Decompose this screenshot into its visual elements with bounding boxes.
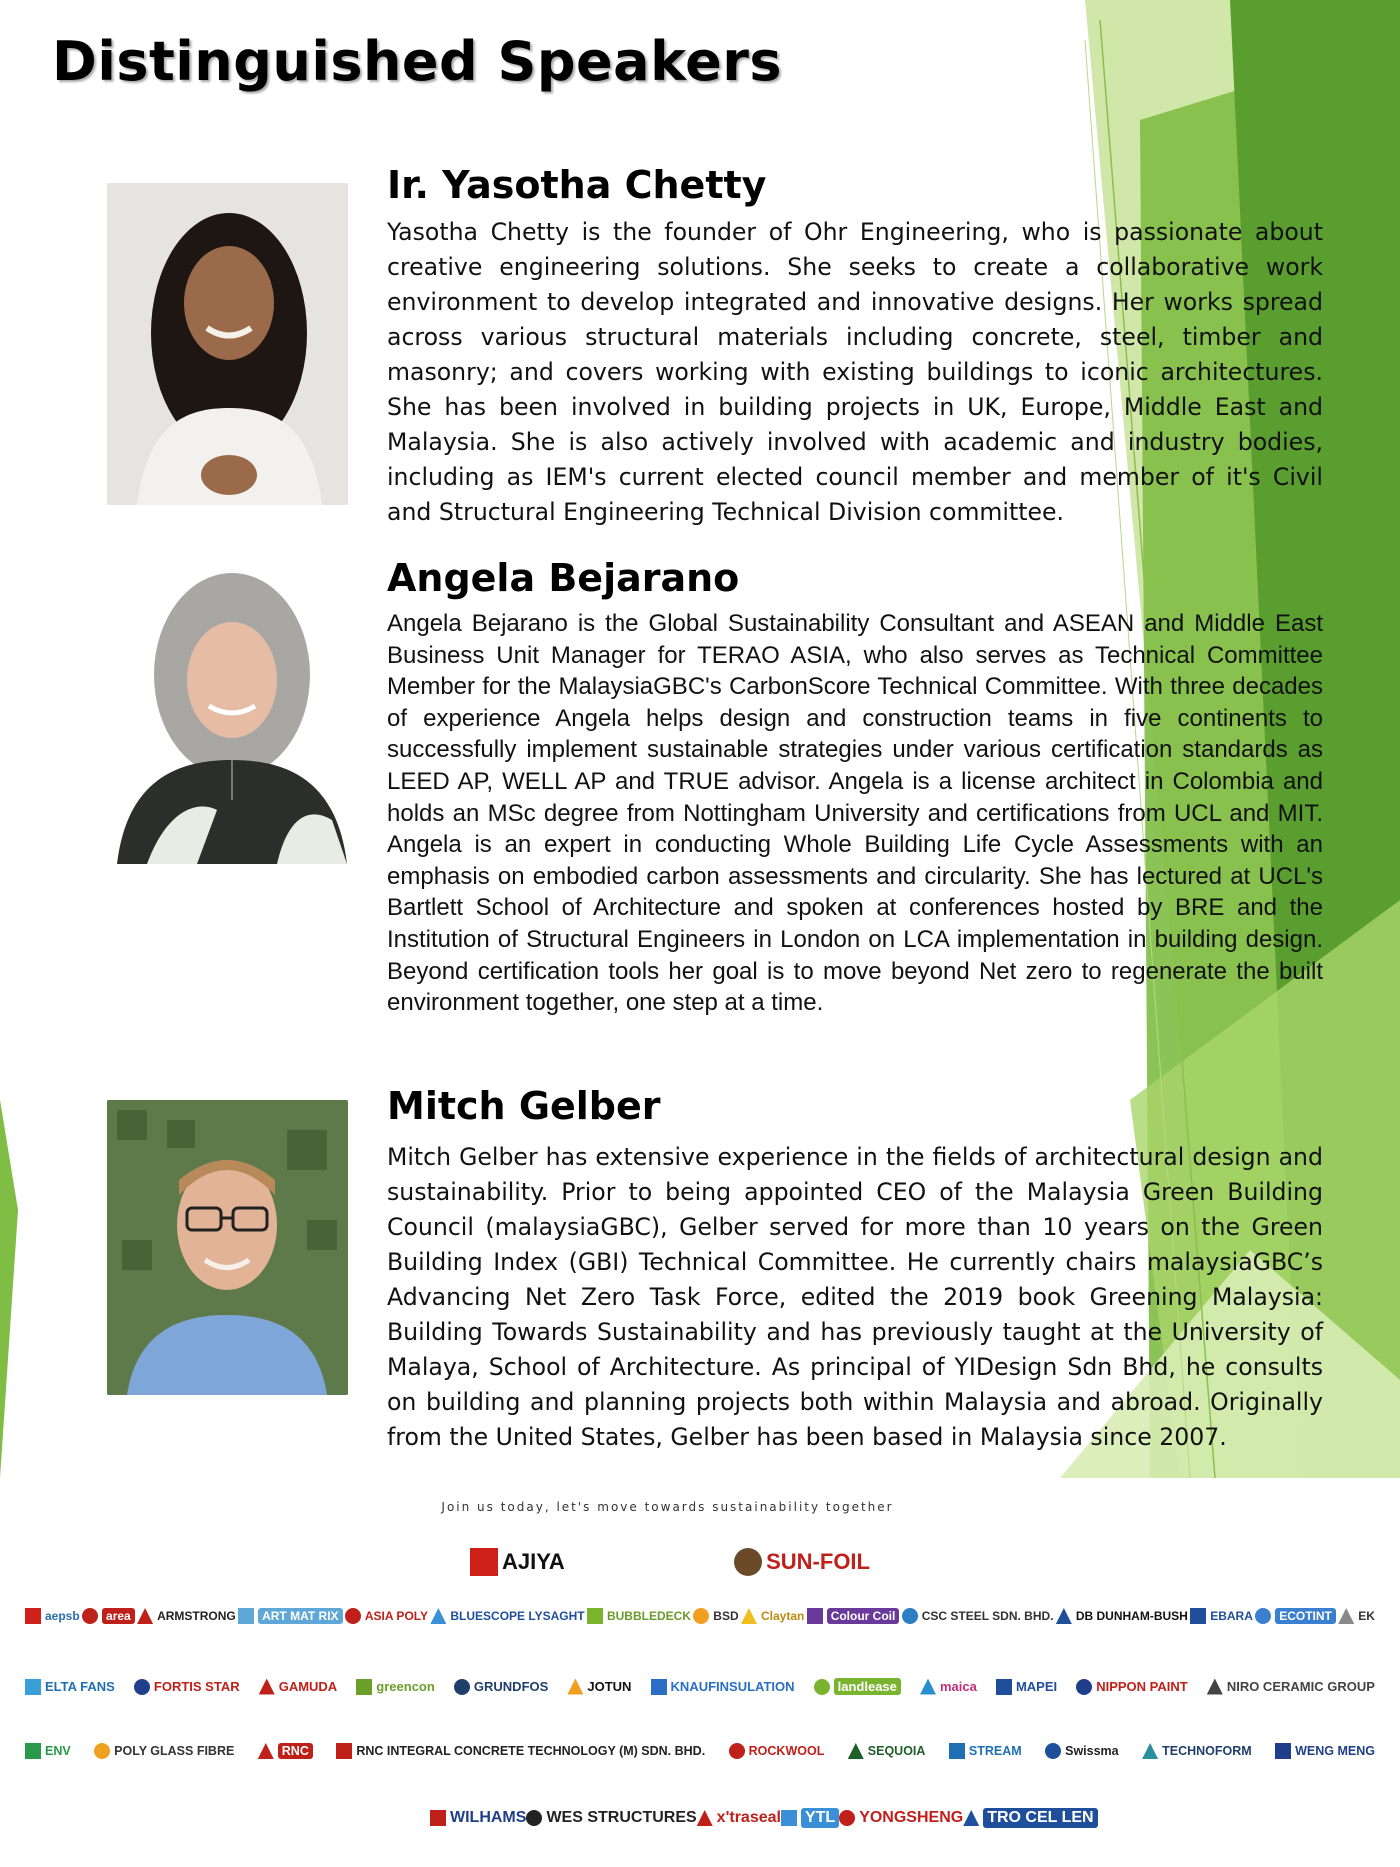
sponsor-logo-mark-icon: [729, 1743, 745, 1759]
sponsor-logo-mark-icon: [1142, 1743, 1158, 1759]
sponsor-logo-text: BUBBLEDECK: [606, 1609, 691, 1623]
sponsor-logo-text: TECHNOFORM: [1162, 1744, 1252, 1758]
sponsor-logo-mark-icon: [356, 1679, 372, 1695]
speaker-name: Mitch Gelber: [387, 1084, 661, 1128]
sponsor-logo-text: area: [102, 1608, 135, 1624]
sponsor-logo-mark-icon: [238, 1608, 254, 1624]
sponsor-logo-text: Swissma: [1065, 1744, 1119, 1758]
sponsor-logo-text: GRUNDFOS: [473, 1679, 549, 1694]
sponsor-logo-text: ASIA POLY: [364, 1609, 429, 1623]
sponsor-logo-text: landlease: [834, 1678, 901, 1695]
sponsor-logo-text: Colour Coil: [827, 1608, 900, 1624]
sponsor-logo-text: ECOTINT: [1275, 1608, 1336, 1624]
sponsor-logo-row: [25, 1608, 1375, 1624]
sponsor-logo-row: [430, 1808, 1094, 1828]
sponsor-logo: [839, 1809, 963, 1827]
sponsor-logo: [741, 1608, 804, 1624]
sponsor-logo: [587, 1608, 691, 1624]
sponsor-logo-text: NIPPON PAINT: [1096, 1679, 1188, 1694]
speaker-bio: Yasotha Chetty is the founder of Ohr Engineering, who is passionate about creative engineering solutions. She seeks to create a collaborative work environment to develop integrated and innovative designs. Her works spread across various structural materials including concrete, steel, timber and masonry; and covers working with existing buildings to iconic architectures. She has been involved in building projects in UK, Europe, Middle East and Malaysia. She is also actively involved with academic and industry bodies, including as IEM's current elected council member and member of it's Civil and Structural Engineering Technical Division committee.: [387, 218, 1323, 526]
sponsor-logo-text: YONGSHENG: [859, 1809, 964, 1826]
sponsor-logo-row: [25, 1678, 1375, 1695]
sponsor-logo-mark-icon: [526, 1810, 542, 1826]
sponsor-logo-text: TRO CEL LEN: [983, 1808, 1097, 1828]
sponsor-logo-mark-icon: [1275, 1743, 1291, 1759]
sponsor-logo-text: ENV: [45, 1744, 71, 1758]
sponsor-logo-text: DB DUNHAM-BUSH: [1075, 1609, 1188, 1623]
speaker-name: Angela Bejarano: [387, 556, 740, 600]
sponsor-logo-text: BSD: [713, 1609, 739, 1623]
sponsor-logo: [238, 1608, 342, 1624]
sponsor-logo: [526, 1809, 696, 1827]
sponsor-logo-mark-icon: [996, 1679, 1012, 1695]
sponsor-logo-text: SEQUOIA: [867, 1744, 926, 1758]
speaker-bio: Angela Bejarano is the Global Sustainability Consultant and ASEAN and Middle East Business Unit Manager for TERAO ASIA, who also serves as Technical Committee Member for the MalaysiaGBC's CarbonScore Technical Committee. With three decades of experience Angela helps design and construction teams in five continents to successfully implement sustainable strategies under various certification standards as LEED AP, WELL AP and TRUE advisor. Angela is a license architect in Colombia and holds an MSc degree from Nottingham University and certifications from UCL and MIT. Angela is an expert in conducting Whole Building Life Cycle Assessments with an emphasis on embodied carbon assessments and circularity. She has lectured at UCL's Bartlett School of Architecture and spoken at conferences hosted by BRE and the Institution of Structural Engineers in London on LCA implementation in building design. Beyond certification tools her goal is to move beyond Net zero to regenerate the built environment together, one step at a time.: [387, 610, 1323, 1017]
sponsor-logo-mark-icon: [963, 1810, 979, 1826]
sponsor-logo-mark-icon: [25, 1743, 41, 1759]
sponsor-logo: [1275, 1743, 1375, 1759]
sponsor-logo-text: FORTIS STAR: [153, 1679, 240, 1694]
sponsor-logo-text: ARMSTRONG: [157, 1609, 236, 1623]
sponsors-tagline: Join us today, let's move towards sustainability together: [441, 1500, 894, 1514]
sponsor-logo: [25, 1679, 115, 1695]
sponsor-logo-text: ELTA FANS: [45, 1679, 115, 1694]
sponsor-logo-text: POLY GLASS FIBRE: [114, 1744, 235, 1758]
sponsor-logo-mark-icon: [1338, 1608, 1354, 1624]
sponsor-logo: [814, 1678, 901, 1695]
sponsor-logo: [25, 1743, 71, 1759]
sponsor-logo-text: RNC INTEGRAL CONCRETE TECHNOLOGY (M) SDN. BHD.: [356, 1744, 706, 1758]
sponsor-logo: [345, 1608, 428, 1624]
sponsor-logo-mark-icon: [651, 1679, 667, 1695]
left-green-sliver: [0, 1100, 18, 1478]
sponsor-logo-text: EK: [1358, 1609, 1375, 1623]
speaker-bio: Mitch Gelber has extensive experience in the fields of architectural design and sustainability. Prior to being appointed CEO of the Malaysia Green Building Council (malaysiaGBC), Gelber served for more than 10 years on the Green Building Index (GBI) Technical Committee. He currently chairs malaysiaGBC’s Advancing Net Zero Task Force, edited the 2019 book Greening Malaysia: Building Towards Sustainability and has previously taught at the University of Malaya, School of Architecture. As principal of YIDesign Sdn Bhd, he consults on building and planning projects both within Malaysia and abroad. Originally from the United States, Gelber has been based in Malaysia since 2007.: [387, 1143, 1323, 1451]
sponsor-logo-text: WENG MENG: [1295, 1744, 1375, 1758]
sponsor-logo-text: ART MAT RIX: [258, 1608, 342, 1624]
speaker-photo-yasotha-chetty: [107, 183, 348, 505]
sponsor-logo-mark-icon: [137, 1608, 153, 1624]
sponsor-logo: [902, 1608, 1054, 1624]
sponsor-logo: [25, 1608, 80, 1624]
sponsor-logo: [1207, 1679, 1375, 1695]
sponsor-logo-mark-icon: [258, 1743, 274, 1759]
sponsor-logo: [134, 1679, 240, 1695]
sponsor-logo-text: NIRO CERAMIC GROUP: [1226, 1679, 1375, 1694]
sponsor-logo: [430, 1809, 526, 1827]
sponsor-logo-mark-icon: [94, 1743, 110, 1759]
sponsor-logo-mark-icon: [259, 1679, 275, 1695]
sponsor-logo: [949, 1743, 1022, 1759]
sponsor-logo-mark-icon: [1255, 1608, 1271, 1624]
sponsor-logo-mark-icon: [430, 1810, 446, 1826]
sponsor-logo-text: maica: [939, 1679, 977, 1694]
sponsor-logo-text: CSC STEEL SDN. BHD.: [921, 1609, 1054, 1623]
sponsor-logo-row: [25, 1743, 1375, 1759]
sponsor-logo: [454, 1679, 548, 1695]
sponsor-logo-mark-icon: [345, 1608, 361, 1624]
sponsor-logo: [1045, 1743, 1119, 1759]
sponsor-logo-row: [470, 1548, 870, 1576]
sponsor-logo: [430, 1608, 584, 1624]
sponsor-logo-text: x'traseal: [716, 1809, 781, 1826]
sponsor-logo: [259, 1679, 338, 1695]
sponsor-logo: [470, 1548, 565, 1576]
sponsor-logo: [336, 1743, 705, 1759]
sponsor-logo-text: aepsb: [45, 1609, 80, 1623]
sponsor-logo: [651, 1679, 795, 1695]
sponsor-logo-mark-icon: [1190, 1608, 1206, 1624]
sponsor-logo-mark-icon: [807, 1608, 823, 1624]
sponsor-logo-mark-icon: [920, 1679, 936, 1695]
sponsor-logo-text: SUN-FOIL: [766, 1549, 870, 1574]
sponsor-logo-text: WES STRUCTURES: [546, 1809, 697, 1826]
sponsor-logo-text: ROCKWOOL: [748, 1744, 825, 1758]
sponsor-logo: [1056, 1608, 1188, 1624]
sponsor-logo-text: EBARA: [1210, 1609, 1253, 1623]
sponsor-logo: [567, 1679, 631, 1695]
sponsor-logo-mark-icon: [1045, 1743, 1061, 1759]
sponsor-logo-text: greencon: [376, 1679, 435, 1694]
sponsor-logo: [258, 1743, 313, 1759]
sponsor-logo: [94, 1743, 234, 1759]
sponsor-logo: [963, 1808, 1097, 1828]
sponsor-logo-mark-icon: [430, 1608, 446, 1624]
sponsor-logo-mark-icon: [1056, 1608, 1072, 1624]
sponsor-logo: [1190, 1608, 1253, 1624]
sponsor-logo: [697, 1809, 781, 1827]
page-title: Distinguished Speakers: [52, 30, 782, 93]
sponsor-logo: [996, 1679, 1057, 1695]
speaker-photo-angela-bejarano: [107, 560, 348, 864]
sponsor-logo-mark-icon: [1207, 1679, 1223, 1695]
sponsor-logo: [356, 1679, 435, 1695]
sponsor-logo: [693, 1608, 738, 1624]
sponsor-logo-text: Claytan: [760, 1609, 805, 1623]
sponsor-logo: [1142, 1743, 1252, 1759]
sponsor-logo: [1076, 1679, 1188, 1695]
sponsor-logo-text: KNAUFINSULATION: [670, 1679, 795, 1694]
sponsor-logo-text: BLUESCOPE LYSAGHT: [450, 1609, 585, 1623]
sponsor-logo: [1338, 1608, 1375, 1624]
sponsor-logo-mark-icon: [902, 1608, 918, 1624]
sponsor-logo: [807, 1608, 900, 1624]
sponsor-logo-mark-icon: [697, 1810, 713, 1826]
sponsor-logo-text: GAMUDA: [278, 1679, 338, 1694]
sponsor-logo-mark-icon: [814, 1679, 830, 1695]
sponsor-logo-mark-icon: [741, 1608, 757, 1624]
sponsor-logo-text: JOTUN: [587, 1679, 632, 1694]
sponsor-logo: [1255, 1608, 1336, 1624]
sponsor-logo-mark-icon: [25, 1608, 41, 1624]
sponsor-logo: [729, 1743, 825, 1759]
sponsor-logo-mark-icon: [134, 1679, 150, 1695]
sponsor-logo: [734, 1548, 870, 1576]
sponsor-logo-mark-icon: [949, 1743, 965, 1759]
sponsor-logo-text: AJIYA: [502, 1549, 565, 1574]
speaker-name: Ir. Yasotha Chetty: [387, 163, 767, 207]
speaker-photo-mitch-gelber: [107, 1100, 348, 1395]
sponsor-logo-text: RNC: [278, 1743, 313, 1759]
sponsor-logo-text: STREAM: [968, 1744, 1022, 1758]
sponsor-logo-mark-icon: [839, 1810, 855, 1826]
sponsor-logo-mark-icon: [25, 1679, 41, 1695]
sponsor-logo: [82, 1608, 135, 1624]
sponsor-logo-text: YTL: [801, 1808, 839, 1828]
sponsor-logo: [920, 1679, 977, 1695]
sponsor-logo-mark-icon: [587, 1608, 603, 1624]
sponsor-logo-mark-icon: [781, 1810, 797, 1826]
sponsor-logo-mark-icon: [336, 1743, 352, 1759]
sponsor-logo-mark-icon: [693, 1608, 709, 1624]
sponsor-logo-mark-icon: [567, 1679, 583, 1695]
sponsor-logo: [848, 1743, 926, 1759]
sponsor-logo-mark-icon: [848, 1743, 864, 1759]
sponsor-logo-text: WILHAMS: [450, 1809, 527, 1826]
sponsor-logo-mark-icon: [82, 1608, 98, 1624]
sponsor-logo-mark-icon: [454, 1679, 470, 1695]
sponsor-logo: [781, 1808, 839, 1828]
sponsor-logo-mark-icon: [470, 1548, 498, 1576]
sponsor-logo-mark-icon: [1076, 1679, 1092, 1695]
sponsor-logo: [137, 1608, 236, 1624]
sponsor-logo-mark-icon: [734, 1548, 762, 1576]
sponsor-logo-text: MAPEI: [1015, 1679, 1058, 1694]
sponsors-section: [0, 1478, 1400, 1867]
